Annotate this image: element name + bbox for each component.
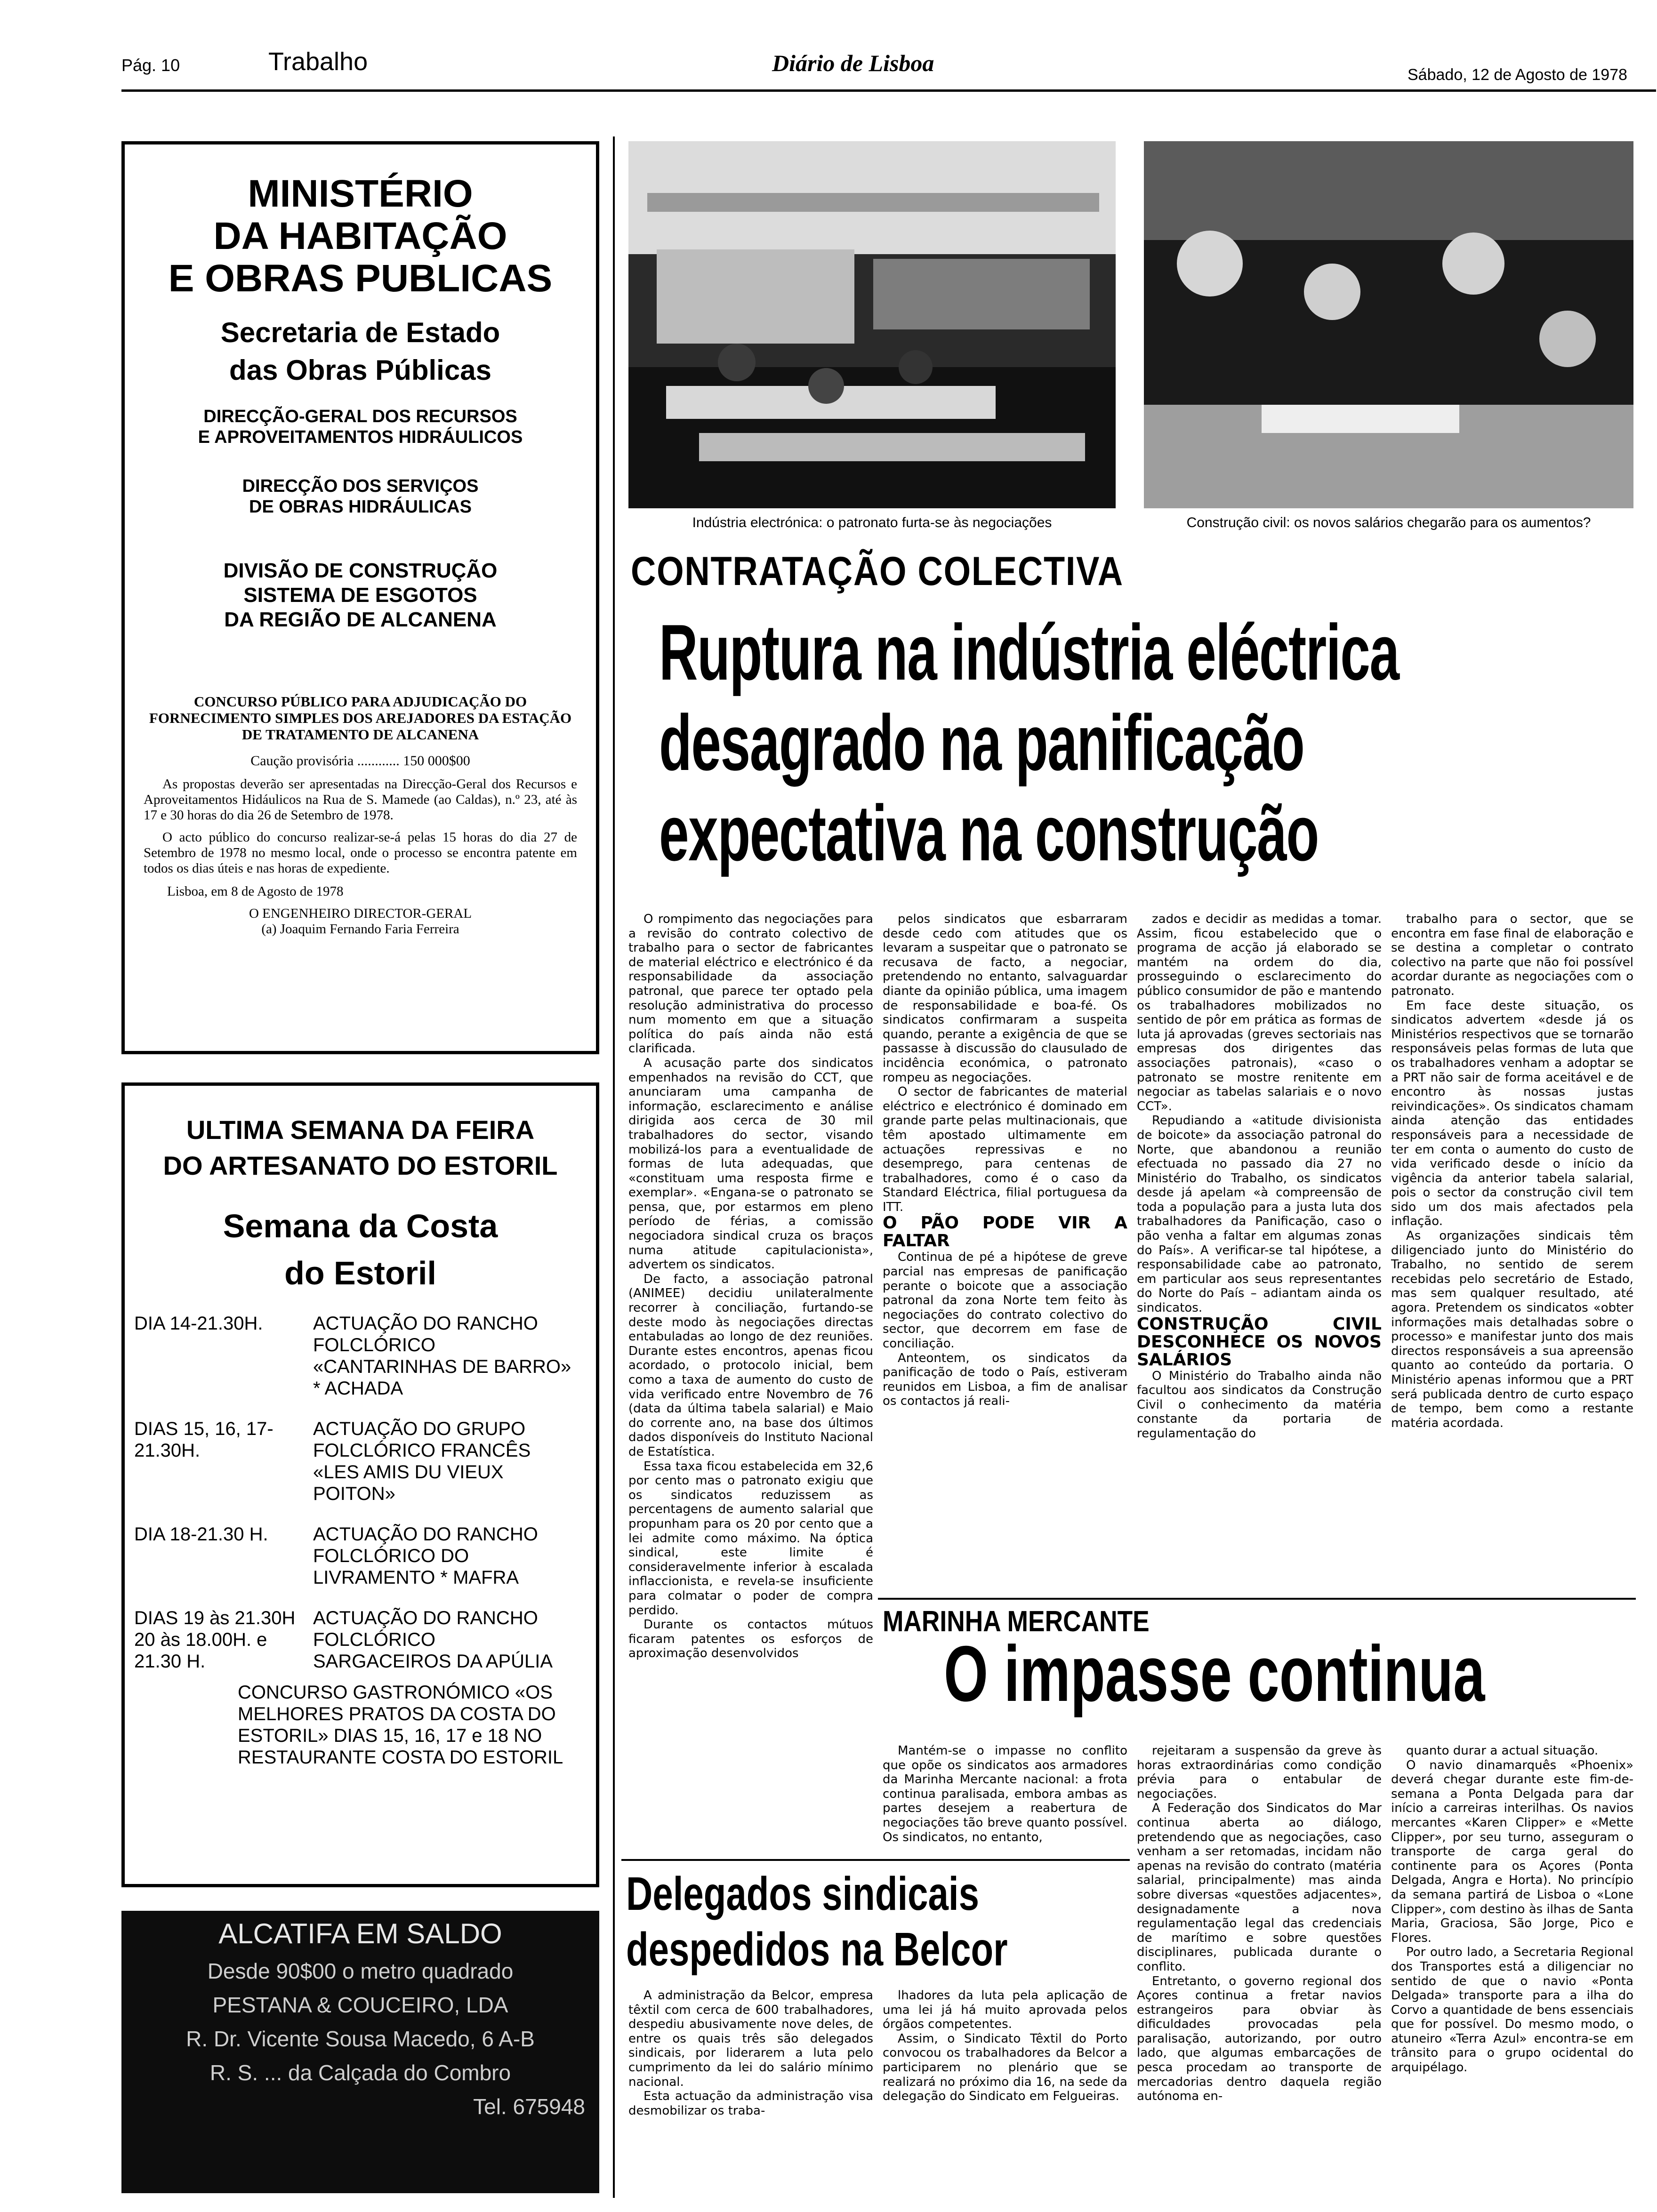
photo-construction-site — [1144, 141, 1633, 508]
secretaria-title: Secretaria de Estado das Obras Públicas — [220, 317, 500, 386]
alcatifa-ad — [121, 1911, 599, 2193]
fair-entry: DIA 14-21.30H. ACTUAÇÃO DO RANCHO FOLCLÓRICO «CANTARINHAS DE BARRO» * ACHADA — [134, 1313, 571, 1399]
factory-photo-illustration — [628, 141, 1116, 508]
photo-caption-left: Indústria electrónica: o patronato furta-se às negociações — [692, 515, 1052, 530]
subhead-construcao: CONSTRUÇÃO CIVIL DESCONHECE OS NOVOS SALÁRIOS — [1137, 1314, 1382, 1370]
ministry-para1: As propostas deverão ser apresentadas na Direcção-Geral dos Recursos e Aproveitamentos Hidáulicos na Rua de S. Mamede (ao Caldas), n.º 23, até às 17 e 30 horas do dia 26 de Setembro de 1978. — [144, 777, 577, 823]
alcatifa-title: ALCATIFA EM SALDO — [218, 1918, 502, 1949]
marinha-headline: O impasse continua — [944, 1629, 1485, 1718]
masthead: Diário de Lisboa — [772, 50, 934, 76]
section-name: Trabalho — [268, 48, 368, 76]
marinha-column-1: Mantém-se o impasse no conflito que opõe os sindicatos aos armadores da Marinha Mercante nacional: a frota continua paralisada, embora ambas as partes desejem a reabertura de negociações tão breve quanto possível. Os sindicatos, no entanto, — [883, 1744, 1127, 1844]
direccao-servicos: DIRECÇÃO DOS SERVIÇOS DE OBRAS HIDRÁULICAS — [242, 476, 479, 517]
marinha-kicker: MARINHA MERCANTE — [883, 1605, 1150, 1638]
lead-headline: Ruptura na indústria eléctrica desagrado na panificação expectativa na construção — [659, 608, 1399, 877]
lead-column-4: trabalho para o sector, que se encontra em fase final de elaboração e se destina a completar o contrato colectivo na parte que não foi possível acordar durante as negociações com o patronato. Em face deste situação, os sindicatos advertem «desde já os Ministérios respectivos que se tornarão responsáveis pelas formas de luta que os trabalhadores venham a adoptar se a PRT não sair de forma aceitável e de encontro às nossas justas reivindicações». Os sindicatos chamam ainda atenção das entidades responsáveis para a necessidade de ter em conta o aumento do custo de vida verificado desde o início da vigência da anterior tabela salarial, pois o sector da construção civil tem sido um dos mais afectados pela inflação. As organizações sindicais têm diligenciado junto do Ministério do Trabalho, no sentido de serem recebidas pelo secretário de Estado, mas sem qualquer resultado, até agora. Pretendem os sindicatos «obter informações mais detalhadas sobre o processo» e manifestar junto dos mais directos responsáveis a sua apreensão quanto ao conteúdo da portaria. O Ministério apenas informou que a PRT será publicada dentro de curto espaço de tempo, bem como a restante matéria acordada. — [1391, 912, 1633, 1430]
fair-entry: DIAS 15, 16, 17-21.30H. ACTUAÇÃO DO GRUPO FOLCLÓRICO FRANCÊS «LES AMIS DU VIEUX POITON» — [134, 1419, 531, 1504]
header-rule — [121, 89, 1656, 92]
ministry-ad — [121, 141, 599, 1054]
page-header — [0, 0, 1657, 94]
alcatifa-price: Desde 90$00 o metro quadrado — [207, 1959, 514, 1983]
direccao-geral: DIRECÇÃO-GERAL DOS RECURSOS E APROVEITAMENTOS HIDRÁULICOS — [198, 407, 523, 447]
signer-title: O ENGENHEIRO DIRECTOR-GERAL — [249, 906, 472, 921]
fair-entry: DIA 18-21.30 H. ACTUAÇÃO DO RANCHO FOLCLÓRICO DO LIVRAMENTO * MAFRA — [134, 1524, 538, 1588]
signer-name: (a) Joaquim Fernando Faria Ferreira — [261, 922, 459, 937]
construction-photo-illustration — [1144, 141, 1633, 508]
belcor-rule — [621, 1859, 1130, 1861]
marinha-column-2: rejeitaram a suspensão da greve às horas extraordinárias como condição prévia para o entabular de negociações. A Federação dos Sindicatos do Mar continua aberta ao diálogo, pretendendo que as negociações, caso venham a ser retomadas, incidam não apenas na revisão do contrato (matéria salarial, principalmente) mas ainda sobre diversas «questões adjacentes», designadamente a nova regulamentação legal das credenciais de marítimo e sobre questões disciplinares, publicada durante o conflito. Entretanto, o governo regional dos Açores continua a fretar navios estrangeiros para obviar às dificuldades provocadas pela paralisação, autorizando, por outro lado, que algumas embarcações de pesca procedam ao transporte de mercadorias dentro daquela região autónoma en- — [1137, 1744, 1382, 2104]
column-divider — [613, 136, 615, 2198]
concurso-title: CONCURSO PÚBLICO PARA ADJUDICAÇÃO DO FORNECIMENTO SIMPLES DOS AREJADORES DA ESTAÇÃO DE TRATAMENTO DE ALCANENA — [149, 693, 572, 743]
lead-column-2: pelos sindicatos que esbarraram desde cedo com atitudes que os levaram a suspeitar que o patronato se recusava de facto, a negociar, pretendendo no entanto, salvaguardar diante da opinião pública, uma imagem de responsabilidade e boa-fé. Os sindicatos confirmaram a suspeita quando, perante a exigência de que se passasse à discussão do clausulado de incidência económica, o patronato rompeu as negociações. O sector de fabricantes de material eléctrico e electrónico é dominado em grande parte pelas multinacionais, que têm apostado ultimamente em actuações repressivas e no desemprego, para centenas de trabalhadores, como é o caso da Standard Eléctrica, filial portuguesa da ITT. O PÃO PODE VIR A FALTAR Continua de pé a hipótese de greve parcial nas empresas de panificação perante o boicote que a associação patronal da zona Norte tem feito às negociações do contrato colectivo do sector, que decorrem em fase de conciliação. Anteontem, os sindicatos da panificação de todo o País, estiveram reunidos em Lisboa, a fim de analisar os contactos já reali- — [883, 912, 1127, 1409]
fair-title: ULTIMA SEMANA DA FEIRA DO ARTESANATO DO ESTORIL — [163, 1115, 558, 1180]
photo-caption-right: Construção civil: os novos salários chegarão para os aumentos? — [1186, 515, 1591, 530]
caucao: Caução provisória ............ 150 000$00 — [250, 753, 470, 769]
photo-electronics-factory — [628, 141, 1116, 508]
alcatifa-address-1: R. Dr. Vicente Sousa Macedo, 6 A-B — [186, 2027, 535, 2051]
subhead-pao: O PÃO PODE VIR A FALTAR — [883, 1213, 1127, 1251]
alcatifa-company: PESTANA & COUCEIRO, LDA — [212, 1993, 508, 2017]
lead-kicker: CONTRATAÇÃO COLECTIVA — [631, 549, 1124, 594]
fair-concurso: CONCURSO GASTRONÓMICO «OS MELHORES PRATOS DA COSTA DO ESTORIL» DIAS 15, 16, 17 e 18 NO RESTAURANTE COSTA DO ESTORIL — [238, 1682, 563, 1768]
fair-schedule — [134, 1313, 577, 1768]
fair-ad — [121, 1082, 599, 1887]
issue-date: Sábado, 12 de Agosto de 1978 — [1408, 66, 1627, 84]
alcatifa-phone: Tel. 675948 — [473, 2094, 585, 2119]
fair-entry: DIAS 19 às 21.30H 20 às 18.00H. e 21.30 H. ACTUAÇÃO DO RANCHO FOLCLÓRICO SARGACEIROS DA APÚLIA — [134, 1608, 553, 1672]
alcatifa-address-2: R. S. ... da Calçada do Combro — [209, 2060, 511, 2085]
belcor-column-2: lhadores da luta pela aplicação de uma lei já há muito aprovada pelos órgãos competentes. Assim, o Sindicato Têxtil do Porto convocou os trabalhadores da Belcor a participarem no plenário que se realizará no próximo dia 16, na sede da delegação do Sindicato em Felgueiras. — [883, 1988, 1127, 2104]
ministry-para2: O acto público do concurso realizar-se-á pelas 15 horas do dia 27 de Setembro de 1978 no mesmo local, onde o processo se encontra patente em todos os dias úteis e nas horas de expediente. — [144, 830, 577, 876]
divisao: DIVISÃO DE CONSTRUÇÃO SISTEMA DE ESGOTOS DA REGIÃO DE ALCANENA — [223, 559, 498, 631]
lead-column-1: O rompimento das negociações para a revisão do contrato colectivo de trabalho para o sector de fabricantes de material eléctrico e electrónico é da responsabilidade da associação patronal, que parece ter optado pela resolução administrativa do processo num momento em que a situação política do país ainda não está clarificada. A acusação parte dos sindicatos empenhados na revisão do CCT, que anunciaram uma campanha de informação, esclarecimento e análise dirigida aos cerca de 30 mil trabalhadores do sector, visando mobilizá-los para a eventualidade de formas de luta adequadas, que «constituam uma resposta firme e exemplar». «Engana-se o patronato se pensa, que, por estarmos em pleno período de férias, a comissão negociadora sindical cruza os braços numa atitude capitulacionista», advertem os sindicatos. De facto, a associação patronal (ANIMEE) decidiu unilateralmente recorrer à conciliação, furtando-se deste modo às negociações directas entabuladas ao longo de dez reuniões. Durante estes encontros, apenas ficou acordado, o protocolo inicial, bem como a taxa de aumento do custo de vida verificado entre Novembro de 76 (data da última tabela salarial) e Maio do corrente ano, na base dos últimos dados disponíveis do Instituto Nacional de Estatística. Essa taxa ficou estabelecida em 32,6 por cento mas o patronato exigiu que os sindicatos reduzissem as percentagens de aumento salarial que propunham para os 20 por cento que a lei admite como máximo. Na óptica sindical, este limite é consideravelmente inferior à escalada inflaccionista, e revela-se insuficiente para colmatar o poder de compra perdido. Durante os contactos mútuos ficaram patentes os esforços de aproximação desenvolvidos — [628, 912, 873, 1661]
place-date: Lisboa, em 8 de Agosto de 1978 — [167, 884, 344, 899]
lead-column-3: zados e decidir as medidas a tomar. Assim, ficou estabelecido que o programa de acção já elaborado se mantém na ordem do dia, prosseguindo o esclarecimento do público consumidor de pão e mantendo os trabalhadores mobilizados no sentido de pôr em prática as formas de luta já aprovadas (greves sectoriais nas empresas dos dirigentes das associações patronais), «caso o patronato se mostre renitente em negociar as tabelas salariais e o novo CCT». Repudiando a «atitude divisionista de boicote» da associação patronal do Norte, que abandonou a reunião efectuada no passado dia 27 no Ministério do Trabalho, os sindicatos desde já apelam «à compreensão de toda a população para a justa luta dos trabalhadores da Panificação, caso o pão venha a faltar em algumas zonas do País». A verificar-se tal hipótese, a responsabilidade cabe ao patronato, em particular aos seus representantes do Norte do País – adiantam ainda os sindicatos. CONSTRUÇÃO CIVIL DESCONHECE OS NOVOS SALÁRIOS O Ministério do Trabalho ainda não facultou aos sindicatos da Construção Civil o conhecimento da matéria constante da portaria de regulamentação do — [1137, 912, 1382, 1441]
marinha-rule — [878, 1598, 1636, 1600]
ministry-title: MINISTÉRIO DA HABITAÇÃO E OBRAS PUBLICAS — [168, 172, 553, 300]
belcor-column-1: A administração da Belcor, empresa têxtil com cerca de 600 trabalhadores, despediu abusivamente nove deles, de entre os quais três são delegados sindicais, por liderarem a luta pelo cumprimento da lei do salário mínimo nacional. Esta actuação da administração visa desmobilizar os traba- — [628, 1988, 873, 2118]
marinha-column-3: quanto durar a actual situação. O navio dinamarquês «Phoenix» deverá chegar durante este fim-de-semana a Ponta Delgada para dar início a carreiras interilhas. Os navios mercantes «Karen Clipper» e «Mette Clipper», por seu turno, asseguram o transporte de carga geral do continente para os Açores (Ponta Delgada, Angra e Horta). No princípio da semana partirá de Lisboa o «Lone Clipper», com destino às ilhas de Santa Maria, Graciosa, São Jorge, Pico e Flores. Por outro lado, a Secretaria Regional dos Transportes está a diligenciar no sentido de que o navio «Ponta Delgada» transporte para a ilha do Corvo a quantidade de bens essenciais que for possível. Do mesmo modo, o atuneiro «Terra Azul» encontra-se em trânsito para o grupo ocidental do arquipélago. — [1391, 1744, 1633, 2075]
page-number: Pág. 10 — [121, 56, 180, 75]
belcor-headline: Delegados sindicais despedidos na Belcor — [626, 1867, 1008, 1976]
fair-subtitle: Semana da Costa do Estoril — [223, 1208, 498, 1291]
